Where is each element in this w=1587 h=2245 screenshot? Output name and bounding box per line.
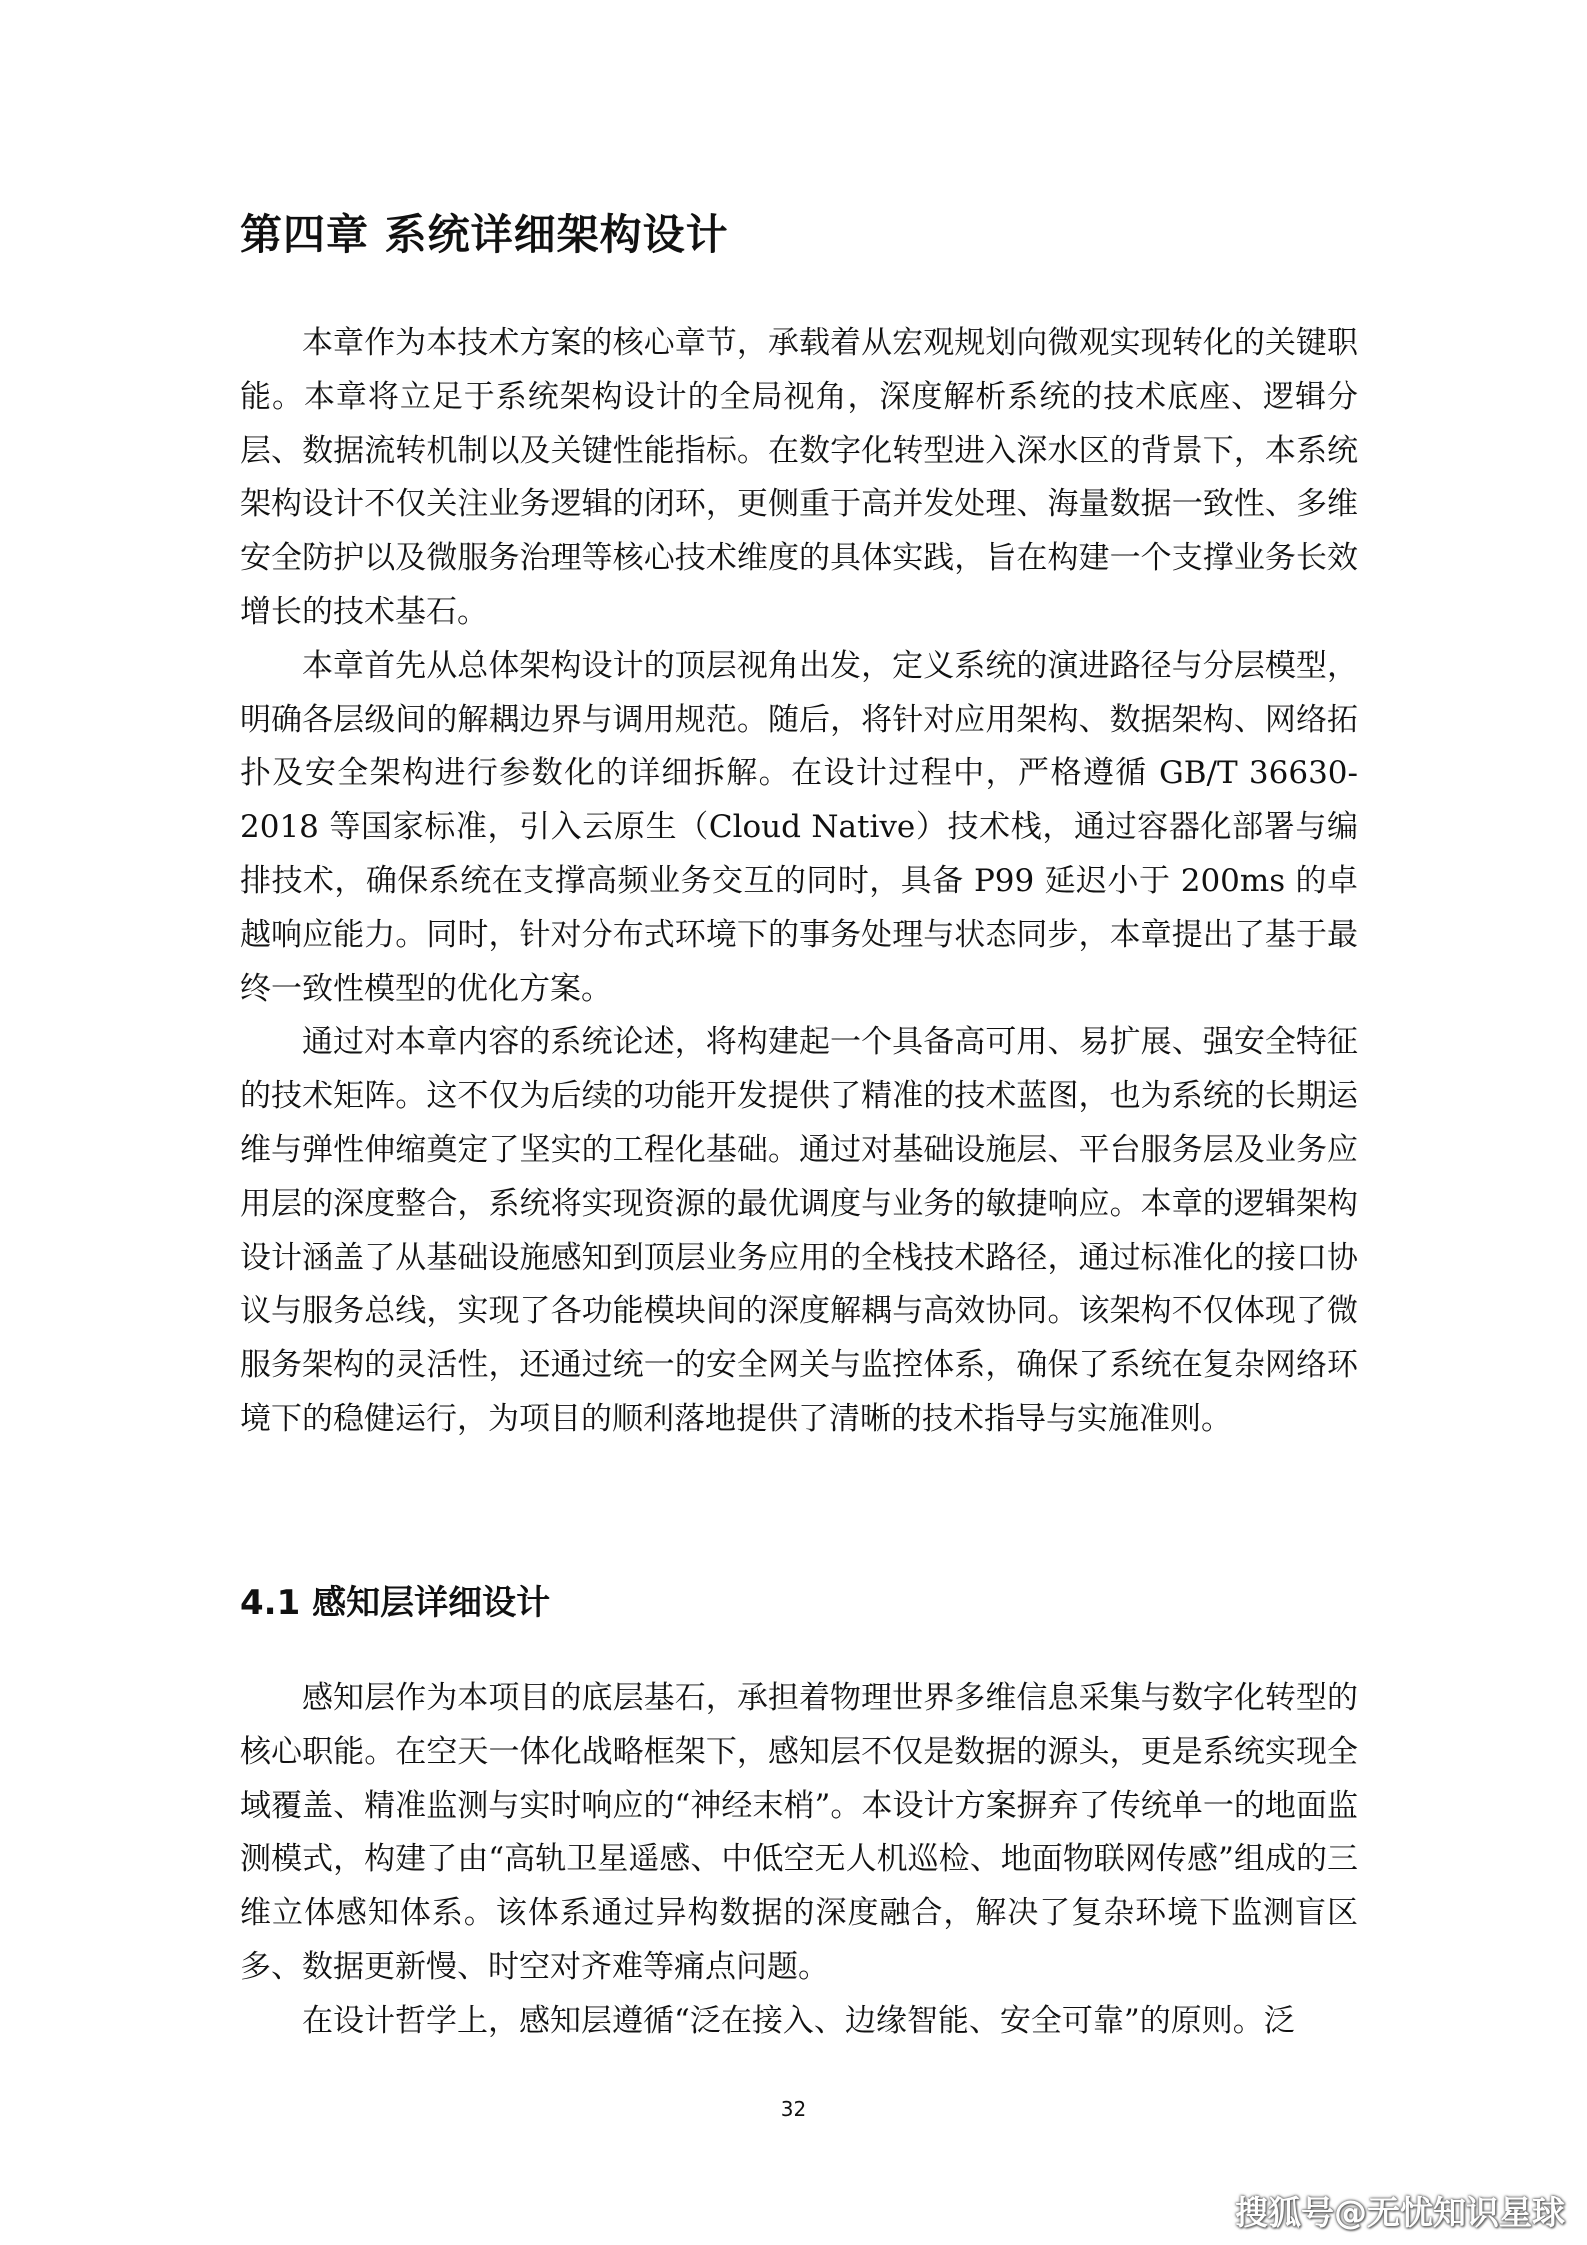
chapter-paragraph-3: 通过对本章内容的系统论述，将构建起一个具备高可用、易扩展、强安全特征的技术矩阵。这不仅为后续的功能开发提供了精准的技术蓝图，也为系统的长期运维与弹性伸缩奠定了坚实的工程化基础。通过对基础设施层、平台服务层及业务应用层的深度整合，系统将实现资源的最优调度与业务的敏捷响应。本章的逻辑架构设计涵盖了从基础设施感知到顶层业务应用的全栈技术路径，通过标准化的接口协议与服务总线，实现了各功能模块间的深度解耦与高效协同。该架构不仅体现了微服务架构的灵活性，还通过统一的安全网关与监控体系，确保了系统在复杂网络环境下的稳健运行，为项目的顺利落地提供了清晰的技术指导与实施准则。 — [240, 1024, 1358, 1437]
section-body — [240, 1672, 1358, 2049]
chapter-body — [240, 317, 1358, 1447]
page-number: 32 — [780, 2097, 807, 2121]
chapter-title: 第四章 系统详细架构设计 — [240, 210, 729, 259]
section-paragraph-2: 在设计哲学上，感知层遵循“泛在接入、边缘智能、安全可靠”的原则。泛 — [302, 2002, 1295, 2039]
section-paragraph-1: 感知层作为本项目的底层基石，承担着物理世界多维信息采集与数字化转型的核心职能。在空天一体化战略框架下，感知层不仅是数据的源头，更是系统实现全域覆盖、精准监测与实时响应的“神经末梢”。本设计方案摒弃了传统单一的地面监测模式，构建了由“高轨卫星遥感、中低空无人机巡检、地面物联网传感”组成的三维立体感知体系。该体系通过异构数据的深度融合，解决了复杂环境下监测盲区多、数据更新慢、时空对齐难等痛点问题。 — [240, 1680, 1358, 1985]
watermark: 搜狐号@无忧知识星球 — [1235, 2193, 1565, 2232]
chapter-paragraph-2: 本章首先从总体架构设计的顶层视角出发，定义系统的演进路径与分层模型，明确各层级间的解耦边界与调用规范。随后，将针对应用架构、数据架构、网络拓扑及安全架构进行参数化的详细拆解。在设计过程中，严格遵循 GB/T 36630-2018 等国家标准，引入云原生（Cloud Native）技术栈，通过容器化部署与编排技术，确保系统在支撑高频业务交互的同时，具备 P99 延迟小于 200ms 的卓越响应能力。同时，针对分布式环境下的事务处理与状态同步，本章提出了基于最终一致性模型的优化方案。 — [240, 647, 1358, 1007]
section-title: 4.1 感知层详细设计 — [240, 1583, 551, 1623]
chapter-paragraph-1: 本章作为本技术方案的核心章节，承载着从宏观规划向微观实现转化的关键职能。本章将立足于系统架构设计的全局视角，深度解析系统的技术底座、逻辑分层、数据流转机制以及关键性能指标。在数字化转型进入深水区的背景下，本系统架构设计不仅关注业务逻辑的闭环，更侧重于高并发处理、海量数据一致性、多维安全防护以及微服务治理等核心技术维度的具体实践，旨在构建一个支撑业务长效增长的技术基石。 — [240, 325, 1358, 630]
